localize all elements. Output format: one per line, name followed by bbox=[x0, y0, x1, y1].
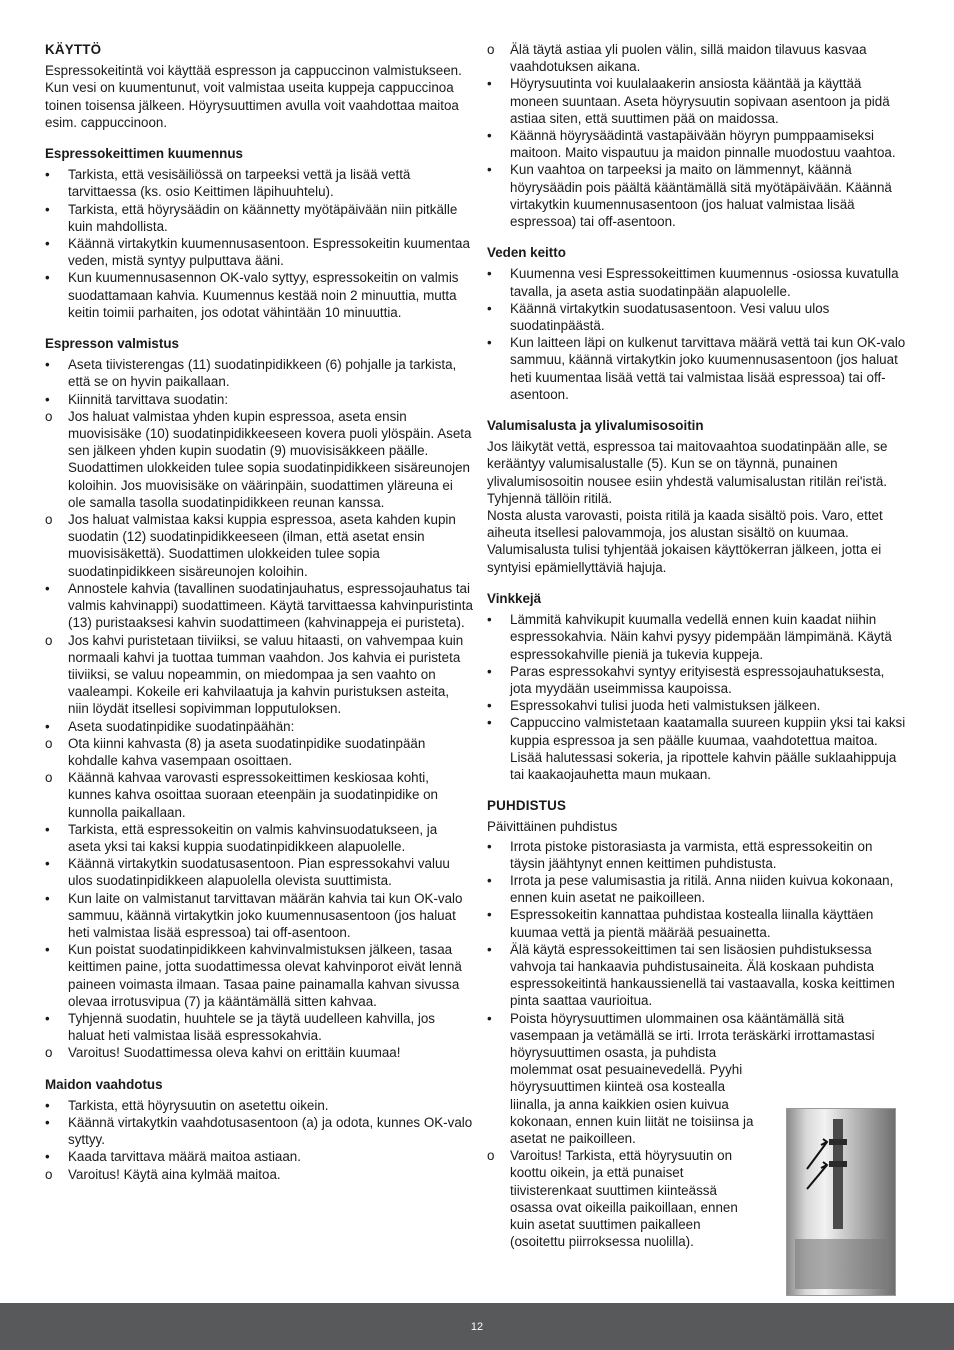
list-item bbox=[45, 269, 473, 321]
bullet-mark: • bbox=[487, 266, 492, 282]
list-item-text: Tarkista, että höyrysuutin on asetettu oikein. bbox=[68, 1097, 329, 1113]
bullet-mark: • bbox=[487, 663, 492, 679]
list-item-text: Irrota ja pese valumisastia ja ritilä. Anna niiden kuivua kokonaan, ennen kuin asetat ne paikoilleen. bbox=[510, 872, 894, 906]
section-kuumennus bbox=[45, 145, 473, 321]
list-vinkit bbox=[487, 611, 909, 783]
section-vesi bbox=[487, 244, 909, 403]
list-item bbox=[45, 356, 473, 390]
intro-paragraph: Espressokeitintä voi käyttää espresson ja cappuccinon valmistukseen. Kun vesi on kuumentunut, voit valmistaa useita kuppeja cappuccinoa toinen toisensa jälkeen. Höyrysuuttimen avulla voit vaahdottaa maitoa esim. cappuccinoon. bbox=[45, 63, 462, 130]
bullet-mark: • bbox=[487, 698, 492, 714]
section-title-kaytto: KÄYTTÖ bbox=[45, 42, 102, 57]
bullet-mark: • bbox=[45, 167, 50, 183]
list-item-text: Höyrysuutinta voi kuulalaakerin ansiosta kääntää ja käyttää moneen suuntaan. Aseta höyrysuutin sopivaan asentoon ja pidä astiaa siten, että suuttimen pää on maidossa. bbox=[510, 76, 890, 126]
list-item bbox=[487, 663, 909, 697]
section-title-puhdistus: PUHDISTUS bbox=[487, 798, 567, 814]
bullet-mark: • bbox=[45, 270, 50, 286]
steam-nozzle-photo bbox=[786, 1108, 896, 1296]
list-item bbox=[45, 391, 473, 408]
list-item-text: Espressokeitin kannattaa puhdistaa kostealla liinalla käyttäen kuumaa vettä ja pientä määrää pesuainetta. bbox=[510, 907, 874, 940]
list-item-text: Kun poistat suodatinpidikkeen kahvinvalmistuksen jälkeen, tasaa keittimen paine, jotta suodattimessa olevat kahvinporot eivät lennä paineen voimasta ilmaan. Tasaa paine painamalla kahvan sivussa olevaa irrotusvipua (7) ja kääntämällä sitten kahvaa. bbox=[68, 942, 462, 1009]
bullet-mark: • bbox=[487, 162, 492, 178]
bullet-mark: • bbox=[487, 838, 492, 854]
bullet-mark: • bbox=[487, 941, 492, 957]
list-item-text: Kun kuumennusasennon OK-valo syttyy, espressokeitin on valmis suodattamaan kahvia. Kuumennus kestää noin 2 minuuttia, mutta keitin toimii parhaiten, jos odotat vähintään 10 minuuttia. bbox=[68, 270, 459, 320]
list-espresso bbox=[45, 356, 473, 1061]
list-item-text: Lämmitä kahvikupit kuumalla vedellä ennen kuin kaadat niihin espressokahvia. Näin kahvi pysyy pidempään lämpimänä. Käytä espressokahville pieniä ja tukevia kuppeja. bbox=[510, 612, 892, 662]
list-item bbox=[487, 1010, 909, 1044]
list-item bbox=[487, 41, 909, 75]
list-item bbox=[487, 300, 909, 334]
list-item-text: Poista höyrysuuttimen ulommainen osa kääntämällä sitä vasempaan ja vetämällä se irti. Irrota teräskärki irrottamastasi bbox=[510, 1010, 875, 1043]
list-item bbox=[45, 941, 473, 1010]
left-column bbox=[45, 41, 473, 1197]
page-number: 12 bbox=[470, 1320, 484, 1333]
steam-nozzle-illustration bbox=[787, 1109, 895, 1295]
bullet-mark: • bbox=[45, 856, 50, 872]
valumis-paragraph-3: Valumisalusta tulisi tyhjentää jokaisen käyttökerran jälkeen, jotta ei syntyisi epämiellyttäviä hajuja. bbox=[487, 542, 882, 575]
subtitle-paivittainen: Päivittäinen puhdistus bbox=[487, 819, 618, 835]
section-valumis bbox=[487, 417, 909, 576]
bullet-mark: • bbox=[45, 942, 50, 958]
bullet-mark: • bbox=[487, 335, 492, 351]
bullet-mark: • bbox=[487, 715, 492, 731]
list-item-text: Aseta tiivisterengas (11) suodatinpidikkeen (6) pohjalle ja tarkista, että se on hyvin paikallaan. bbox=[68, 357, 457, 390]
list-item bbox=[45, 580, 473, 632]
bullet-mark: • bbox=[45, 391, 50, 407]
list-item-text: Käännä virtakytkin suodatusasentoon. Vesi valuu ulos suodatinpäästä. bbox=[510, 300, 830, 334]
list-item-text: Käännä kahvaa varovasti espressokeittimen keskiosaa kohti, kunnes kahva osoittaa suoraan eteenpäin ja suodatinpidike on kunnolla paikallaan. bbox=[68, 770, 439, 820]
sub-bullet-mark: o bbox=[487, 42, 495, 57]
bullet-mark: • bbox=[487, 1010, 492, 1026]
section-maito bbox=[45, 1076, 473, 1183]
bullet-mark: • bbox=[45, 1149, 50, 1165]
list-item bbox=[487, 611, 909, 663]
list-item bbox=[487, 872, 909, 906]
bullet-mark: • bbox=[45, 201, 50, 217]
list-item-text: Irrota pistoke pistorasiasta ja varmista, että espressokeitin on täysin jäähtynyt ennen keittimen puhdistusta. bbox=[510, 838, 873, 871]
list-item bbox=[487, 697, 909, 714]
bullet-mark: • bbox=[45, 236, 50, 252]
list-item bbox=[45, 235, 473, 269]
sub-bullet-mark: o bbox=[45, 512, 53, 528]
list-item bbox=[487, 127, 909, 161]
section-title-vesi: Veden keitto bbox=[487, 245, 566, 261]
list-item bbox=[487, 941, 909, 1010]
list-maito-continued bbox=[487, 41, 909, 230]
bullet-mark: • bbox=[487, 300, 492, 316]
bullet-mark: • bbox=[487, 907, 492, 923]
list-item bbox=[45, 166, 473, 200]
list-item-text: Cappuccino valmistetaan kaatamalla suureen kuppiin yksi tai kaksi kuppia espressoa ja sen päälle kuumaa, vaahdotettua maitoa. Lisää halutessasi sokeria, ja ripottele kahvin päälle suklaahippuja tai kaakaojauhetta maun mukaan. bbox=[510, 715, 906, 782]
list-item-text: Ota kiinni kahvasta (8) ja aseta suodatinpidike suodatinpään kohdalle kahva vasempaan osoittaen. bbox=[68, 735, 426, 768]
list-item-text: Kun vaahtoa on tarpeeksi ja maito on lämmennyt, käännä höyrysäädin pois päältä kääntämällä sitä myötäpäivään. Käännä virtakytkin kuumennusasentoon (jos haluat valmistaa lisää espressoa) tai off-asentoon. bbox=[510, 162, 892, 230]
list-item-text: Tyhjennä suodatin, huuhtele se ja täytä uudelleen kahvilla, jos haluat heti valmistaa lisää espressokahvia. bbox=[68, 1010, 436, 1044]
bullet-mark: • bbox=[487, 76, 492, 92]
list-item bbox=[45, 890, 473, 942]
bullet-mark: • bbox=[45, 1114, 50, 1130]
right-column bbox=[487, 41, 909, 1264]
list-item bbox=[45, 769, 473, 821]
list-item bbox=[487, 334, 909, 403]
list-item-text: höyrysuuttimen osasta, ja puhdista molemmat osat pesuainevedellä. Pyyhi höyrysuuttimen kiinteä osa kostealla liinalla, ja anna kaikkien osien kuivua kokonaan, ennen kuin liität ne toisiinsa ja asetat ne paikoilleen. bbox=[510, 1044, 754, 1146]
sub-bullet-mark: o bbox=[45, 408, 53, 424]
list-item-text: Varoitus! Tarkista, että höyrysuutin on koottu oikein, ja että punaiset tiivisterenkaat suuttimen kiinteässä osassa ovat oikeilla paikoillaan, ennen kuin asetat suuttimen paikalleen (osoitettu piirroksessa nuolilla). bbox=[510, 1148, 738, 1250]
list-item bbox=[45, 1010, 473, 1044]
valumis-paragraph-1: Jos läikytät vettä, espressoa tai maitovaahtoa suodatinpään alle, se kerääntyy valumisalustalle (5). Kun se on täynnä, punainen ylivalumisosoitin nousee esiin yhdestä valumisalustan ritilän rei'istä. Tyhjennä tällöin ritilä. bbox=[487, 439, 888, 506]
bullet-mark: • bbox=[45, 580, 50, 596]
section-kaytto bbox=[45, 41, 473, 131]
sub-bullet-mark: o bbox=[45, 1166, 53, 1182]
list-item-text: Varoitus! Suodattimessa oleva kahvi on erittäin kuumaa! bbox=[68, 1045, 401, 1061]
list-item bbox=[45, 1097, 473, 1114]
bullet-mark: • bbox=[45, 357, 50, 373]
list-item-text: Käännä höyrysäädintä vastapäivään höyryn pumppaamiseksi maitoon. Maito vispautuu ja maidon pinnalle muodostuu vaahtoa. bbox=[510, 128, 896, 161]
section-espresso bbox=[45, 335, 473, 1062]
sub-bullet-mark: o bbox=[45, 770, 53, 786]
list-item-text: Kaada tarvittava määrä maitoa astiaan. bbox=[68, 1149, 301, 1165]
bullet-mark: • bbox=[45, 1097, 50, 1113]
list-item-text: Käännä virtakytkin vaahdotusasentoon (a) ja odota, kunnes OK-valo syttyy. bbox=[68, 1114, 473, 1148]
list-item-text: Kuumenna vesi Espressokeittimen kuumennus -osiossa kuvatulla tavalla, ja aseta astia suodatinpään alapuolelle. bbox=[510, 266, 899, 299]
list-item-text: Espressokahvi tulisi juoda heti valmistuksen jälkeen. bbox=[510, 698, 821, 714]
list-item bbox=[45, 632, 473, 718]
list-item bbox=[45, 718, 473, 735]
list-item-text: Varoitus! Käytä aina kylmää maitoa. bbox=[68, 1166, 281, 1182]
bullet-mark: • bbox=[487, 128, 492, 144]
list-item-text: Jos kahvi puristetaan tiiviiksi, se valuu hitaasti, on vahvempaa kuin normaali kahvi ja tuottaa tumman vaahdon. Jos kahvia ei puristeta tiiviiksi, se valuu nopeammin, on miedompaa ja sen vaahto on vaaleampi. Kokeile eri kahvilaatuja ja kahvin puristuksen asteita, niin löydät itsellesi sopivimman lopputuloksen. bbox=[68, 632, 464, 717]
list-item bbox=[45, 855, 473, 889]
sub-bullet-mark: o bbox=[45, 735, 53, 751]
list-item bbox=[45, 1148, 473, 1165]
list-item bbox=[487, 75, 909, 127]
list-item bbox=[487, 906, 909, 940]
section-maito-continued bbox=[487, 41, 909, 230]
list-item-text: Annostele kahvia (tavallinen suodatinjauhatus, espressojauhatus tai valmis kahvinappi) suodattimeen. Käytä tarvittaessa kahvinpuristinta (13) puristaaksesi kahvin suodattimeen (kahvinappeja ei puristeta). bbox=[68, 580, 473, 631]
list-item-text: Tarkista, että espressokeitin on valmis kahvinsuodatukseen, ja aseta yksi tai kaksi kuppia suodatinpidikkeen alapuolelle. bbox=[68, 821, 438, 854]
bullet-mark: • bbox=[487, 612, 492, 628]
bullet-mark: • bbox=[487, 872, 492, 888]
bullet-mark: • bbox=[45, 1010, 50, 1026]
page-footer bbox=[0, 1303, 954, 1350]
list-puhdistus bbox=[487, 838, 909, 1010]
list-maito bbox=[45, 1097, 473, 1183]
bullet-mark: • bbox=[45, 821, 50, 837]
list-item-text: Jos haluat valmistaa yhden kupin espressoa, aseta ensin muovisisäke (10) suodatinpidikkeeseen kovera puoli ylöspäin. Aseta sen jälkeen yhden kupin suodatin (9) muovisisäkkeen päälle. Suodattimen ulokkeiden tulee sopia suodatinpidikkeen sisäreunojen koloihin. Jos muovisisäke on väärinpäin, suodattimen yläreuna ei ole samalla tasolla suodatinpidikkeen reunan kanssa. bbox=[68, 408, 472, 510]
list-item bbox=[487, 161, 909, 230]
list-item-text: Paras espressokahvi syntyy erityisestä espressojauhatuksesta, jota myydään useimmissa kaupoissa. bbox=[510, 663, 885, 696]
section-title-espresso: Espresson valmistus bbox=[45, 336, 179, 352]
section-title-vinkit: Vinkkejä bbox=[487, 590, 542, 606]
list-item bbox=[45, 408, 473, 511]
list-item-text: Käännä virtakytkin kuumennusasentoon. Espressokeitin kuumentaa veden, mistä syntyy pulputtava ääni. bbox=[68, 236, 470, 269]
sub-bullet-mark: o bbox=[45, 1045, 53, 1061]
list-item-text: Jos haluat valmistaa kaksi kuppia espressoa, aseta kahden kupin suodatin (12) suodatinpidikkeeseen (ilman, että asetat ensin muovisisäkettä). Suodattimen ulokkeiden tulee sopia suodatinpidikkeen sisäreunojen koloihin. bbox=[68, 512, 456, 579]
list-vesi bbox=[487, 265, 909, 403]
section-title-kuumennus: Espressokeittimen kuumennus bbox=[45, 146, 243, 162]
list-item bbox=[487, 714, 909, 783]
list-item-text: Tarkista, että vesisäiliössä on tarpeeksi vettä ja lisää vettä tarvittaessa (ks. osio Keittimen läpihuuhtelu). bbox=[68, 167, 411, 200]
sub-bullet-mark: o bbox=[487, 1148, 495, 1164]
section-title-valumis: Valumisalusta ja ylivalumisosoitin bbox=[487, 418, 704, 434]
bullet-mark: • bbox=[45, 718, 50, 734]
list-item-text: Aseta suodatinpidike suodatinpäähän: bbox=[68, 718, 295, 734]
list-item-text: Älä käytä espressokeittimen tai sen lisäosien puhdistuksessa vahvoja tai hankaavia puhdistusaineita. Älä koskaan puhdista espressokeitintä hankaussienellä tai vastaavalla, koska keittimen pinta saattaa vaurioitua. bbox=[510, 941, 895, 1009]
list-item bbox=[45, 1114, 473, 1148]
list-item bbox=[45, 735, 473, 769]
list-item-text: Tarkista, että höyrysäädin on käännetty myötäpäivään niin pitkälle kuin mahdollista. bbox=[68, 201, 458, 234]
list-item bbox=[487, 265, 909, 299]
list-item bbox=[45, 1166, 473, 1183]
list-kuumennus bbox=[45, 166, 473, 321]
section-title-maito: Maidon vaahdotus bbox=[45, 1076, 163, 1092]
list-item-text: Käännä virtakytkin suodatusasentoon. Pian espressokahvi valuu ulos suodatinpidikkeen alapuolella olevista suuttimista. bbox=[68, 856, 450, 889]
list-item-text: Älä täytä astiaa yli puolen välin, sillä maidon tilavuus kasvaa vaahdotuksen aikana. bbox=[510, 42, 867, 75]
list-item-text: Kiinnitä tarvittava suodatin: bbox=[68, 391, 229, 407]
list-item bbox=[487, 838, 909, 872]
list-item-text: Kun laite on valmistanut tarvittavan määrän kahvia tai kun OK-valo sammuu, käännä virtakytkin joko kuumennusasentoon (jos haluat heti valmistaa lisää espressoa) tai off-asentoon. bbox=[68, 890, 463, 940]
list-item bbox=[45, 821, 473, 855]
sub-bullet-mark: o bbox=[45, 632, 53, 648]
list-item bbox=[45, 511, 473, 580]
valumis-paragraph-2: Nosta alusta varovasti, poista ritilä ja kaada sisältö pois. Varo, ettet aiheuta itsellesi palovammoja, jos alustan sisältö on kuumaa. bbox=[487, 508, 883, 541]
list-item bbox=[45, 1044, 473, 1061]
list-item bbox=[45, 201, 473, 235]
section-vinkit bbox=[487, 590, 909, 783]
bullet-mark: • bbox=[45, 890, 50, 906]
list-item-text: Kun laitteen läpi on kulkenut tarvittava määrä vettä tai kun OK-valo sammuu, käännä virtakytkin joko kuumennusasentoon (jos haluat heti kuumentaa lisää vettä tai valmistaa lisää espressoa) tai off-asentoon. bbox=[510, 335, 906, 402]
